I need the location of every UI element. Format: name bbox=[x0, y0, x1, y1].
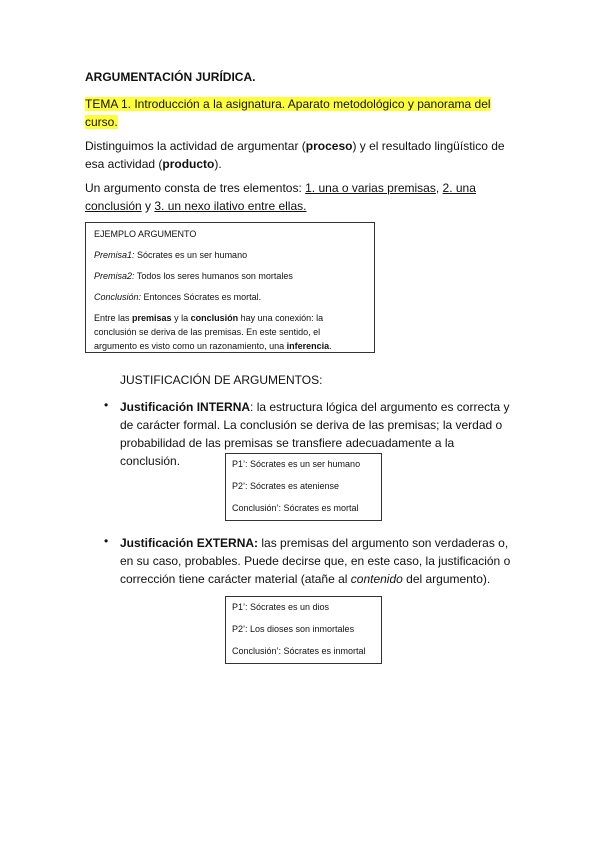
document-title: ARGUMENTACIÓN JURÍDICA. bbox=[85, 70, 256, 84]
paragraph-elementos: Un argumento consta de tres elementos: 1. una o varias premisas, 2. una conclusión y 3. un nexo ilativo entre ellas. bbox=[85, 181, 476, 213]
example-conclusion: Conclusión: Entonces Sócrates es mortal. bbox=[94, 292, 262, 302]
example-premise-2: Premisa2: Todos los seres humanos son mortales bbox=[94, 271, 293, 281]
example-header: EJEMPLO ARGUMENTO bbox=[94, 229, 197, 239]
interna-box-line: P2’: Sócrates es ateniense bbox=[232, 481, 340, 491]
externa-box-line: Conclusión’: Sócrates es inmortal bbox=[232, 646, 366, 656]
interna-box-line: Conclusión’: Sócrates es mortal bbox=[232, 503, 359, 513]
example-argument-box bbox=[85, 222, 375, 353]
externa-box-line: P1’: Sócrates es un dios bbox=[232, 602, 330, 612]
paragraph-distinguimos: Distinguimos la actividad de argumentar (proceso) y el resultado lingüístico de esa actividad (producto). bbox=[85, 139, 505, 171]
interna-box-line: P1’: Sócrates es un ser humano bbox=[232, 459, 361, 469]
bullet-justificacion-interna: Justificación INTERNA: la estructura lógica del argumento es correcta y de carácter formal. La conclusión se deriva de las premisas; la verdad o probabilidad de las premisas se transfiere adecuadamente a la conclusión. bbox=[120, 400, 510, 468]
justificacion-heading: JUSTIFICACIÓN DE ARGUMENTOS: bbox=[120, 373, 323, 387]
interna-example-box bbox=[225, 453, 382, 521]
example-note: Entre las premisas y la conclusión hay una conexión: la conclusión se deriva de las premisas. En este sentido, el argumento es visto como un razonamiento, una inferencia. bbox=[94, 313, 332, 351]
externa-box-line: P2’: Los dioses son inmortales bbox=[232, 624, 355, 634]
example-premise-1: Premisa1: Sócrates es un ser humano bbox=[94, 250, 248, 260]
externa-example-box bbox=[225, 596, 382, 664]
bullet-justificacion-externa: Justificación EXTERNA: las premisas del argumento son verdaderas o, en su caso, probables. Puede decirse que, en este caso, la justificación o corrección tiene carácter material (atañe al contenido del argumento). bbox=[120, 536, 511, 586]
tema-heading: TEMA 1. Introducción a la asignatura. Aparato metodológico y panorama del curso. bbox=[85, 97, 491, 129]
bullet-marker: • bbox=[104, 398, 109, 412]
bullet-marker: • bbox=[104, 534, 109, 548]
